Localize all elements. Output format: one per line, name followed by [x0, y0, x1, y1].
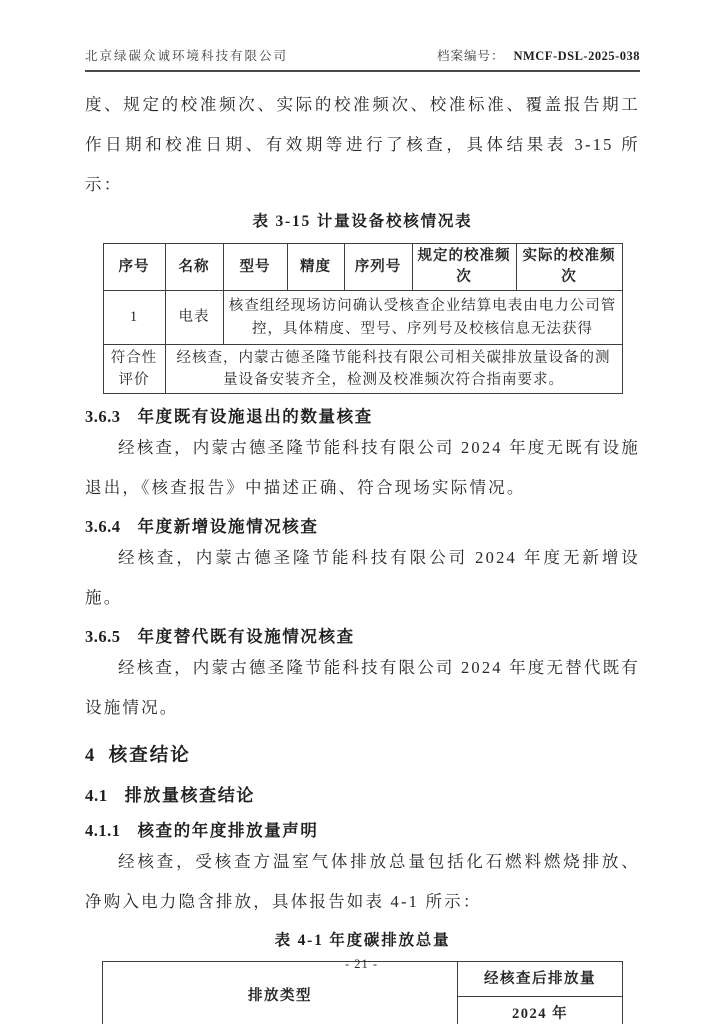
- col-header-model: 型号: [223, 244, 287, 291]
- company-name: 北京绿碳众诚环境科技有限公司: [85, 49, 289, 63]
- section-heading-3-6-3: [85, 406, 640, 428]
- table-row: [103, 291, 622, 345]
- section-heading-4-1: [85, 784, 640, 808]
- intro-paragraph: 度、规定的校准频次、实际的校准频次、校准标准、覆盖报告期工作日期和校准日期、有效期等进行了核查，具体结果表 3-15 所示：: [85, 95, 640, 194]
- section-number: 4.1.1: [85, 821, 121, 840]
- archive-number: [437, 46, 640, 64]
- cell-no: 1: [103, 291, 165, 345]
- col-header-required-freq: 规定的校准频次: [412, 244, 516, 291]
- table-4-1-title: 表 4-1 年度碳排放总量: [274, 932, 451, 949]
- archive-number-value: NMCF-DSL-2025-038: [513, 49, 640, 63]
- section-title: 核查的年度排放量声明: [137, 821, 319, 840]
- col-header-precision: 精度: [287, 244, 344, 291]
- section-number: 3.6.3: [85, 407, 121, 426]
- table-row: [103, 345, 622, 394]
- section-body-3-6-3: 经核查，内蒙古德圣隆节能科技有限公司 2024 年度无既有设施退出，《核查报告》中描述正确、符合现场实际情况。: [85, 438, 640, 497]
- section-heading-3-6-4: [85, 516, 640, 538]
- page-header: [85, 46, 640, 72]
- table-row: [103, 244, 622, 291]
- cell-year-2024: 2024 年: [458, 997, 623, 1024]
- section-heading-4-1-1: [85, 820, 640, 842]
- table-3-15: [103, 243, 623, 394]
- cell-conformity-note: 经核查，内蒙古德圣隆节能科技有限公司相关碳排放量设备的测量设备安装齐全，检测及校准频次符合指南要求。: [165, 345, 622, 394]
- cell-emission-type: 排放类型: [103, 962, 458, 1024]
- section-number: 4.1: [85, 786, 108, 805]
- col-header-name: 名称: [165, 244, 223, 291]
- section-title: 排放量核查结论: [124, 786, 255, 805]
- section-number: 3.6.4: [85, 517, 121, 536]
- cell-meter-note: 核查组经现场访问确认受核查企业结算电表由电力公司管控，具体精度、型号、序列号及校核信息无法获得: [223, 291, 622, 345]
- cell-name: 电表: [165, 291, 223, 345]
- archive-number-label: 档案编号：: [436, 49, 505, 63]
- section-body-3-6-5: 经核查，内蒙古德圣隆节能科技有限公司 2024 年度无替代既有设施情况。: [85, 658, 640, 717]
- table-3-15-title: 表 3-15 计量设备校核情况表: [252, 213, 473, 230]
- section-heading-4: [85, 743, 640, 769]
- section-body-3-6-4: 经核查，内蒙古德圣隆节能科技有限公司 2024 年度无新增设施。: [85, 548, 640, 607]
- col-header-no: 序号: [103, 244, 165, 291]
- cell-conformity-label: 符合性评价: [103, 345, 165, 394]
- section-heading-3-6-5: [85, 626, 640, 648]
- section-title: 年度既有设施退出的数量核查: [137, 407, 373, 426]
- section-title: 年度替代既有设施情况核查: [137, 627, 355, 646]
- section-body-4-1-1: 经核查，受核查方温室气体排放总量包括化石燃料燃烧排放、净购入电力隐含排放，具体报告如表 4-1 所示：: [85, 852, 640, 911]
- col-header-serial: 序列号: [344, 244, 412, 291]
- col-header-actual-freq: 实际的校准频次: [516, 244, 622, 291]
- section-number: 3.6.5: [85, 627, 121, 646]
- section-title: 核查结论: [108, 746, 191, 766]
- page-number: - 21 -: [344, 957, 379, 971]
- section-number: 4: [85, 746, 95, 766]
- cell-verified-emission-header: 经核查后排放量: [458, 962, 623, 997]
- section-title: 年度新增设施情况核查: [137, 517, 319, 536]
